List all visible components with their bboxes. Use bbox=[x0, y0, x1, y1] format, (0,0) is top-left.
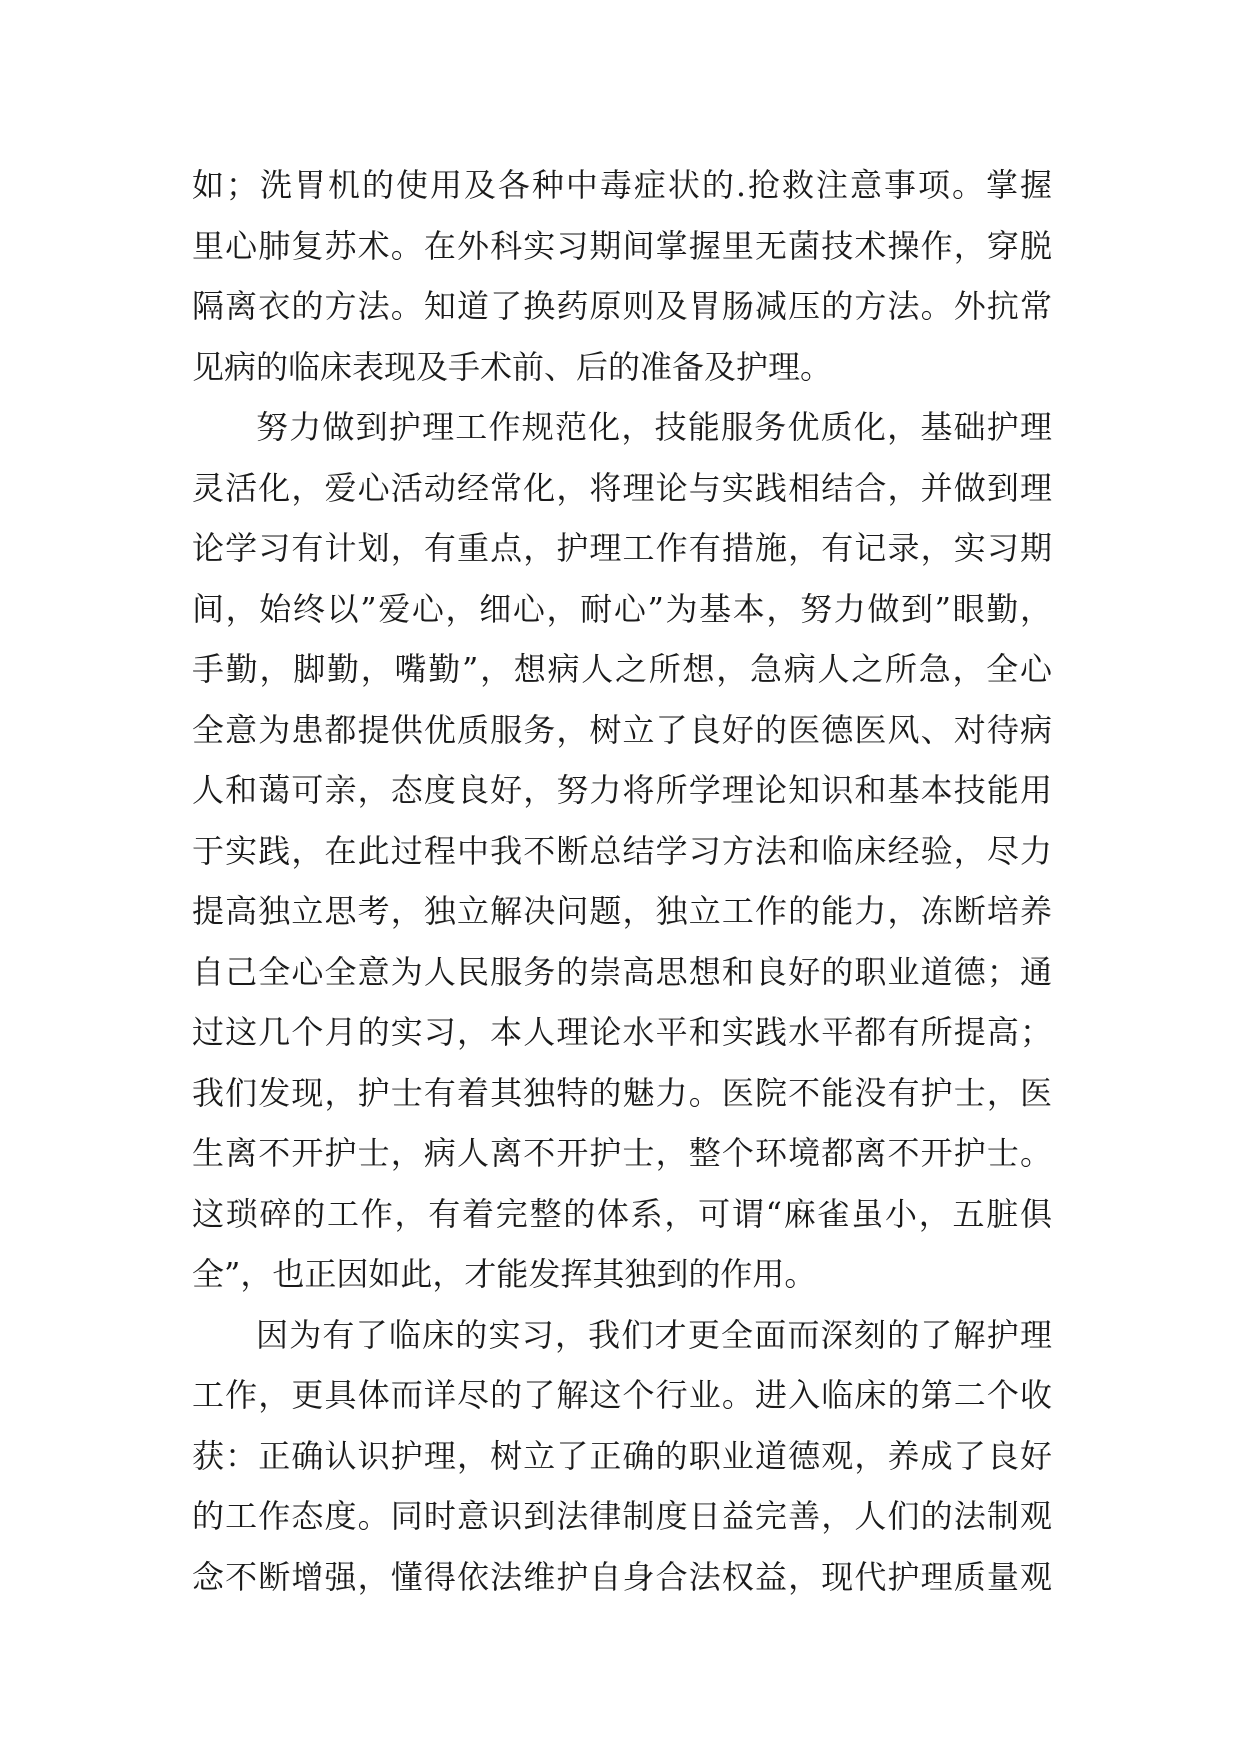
paragraph-3 bbox=[192, 1305, 1052, 1608]
body-text bbox=[192, 155, 1052, 1607]
text-line: 隔离衣的方法。知道了换药原则及胃肠减压的方法。外抗常 bbox=[192, 287, 1052, 325]
text-line: 的工作态度。同时意识到法律制度日益完善，人们的法制观 bbox=[192, 1497, 1052, 1535]
text-line: 自己全心全意为人民服务的崇高思想和良好的职业道德；通 bbox=[192, 952, 1052, 991]
text-line: 全”，也正因如此，才能发挥其独到的作用。 bbox=[192, 1255, 817, 1293]
text-line: 因为有了临床的实习，我们才更全面而深刻的了解护理 bbox=[256, 1315, 1052, 1354]
text-line: 过这几个月的实习，本人理论水平和实践水平都有所提高； bbox=[192, 1013, 1052, 1051]
text-line: 手勤，脚勤，嘴勤”，想病人之所想，急病人之所急，全心 bbox=[192, 650, 1052, 688]
text-line: 这琐碎的工作，有着完整的体系，可谓“麻雀虽小，五脏俱 bbox=[192, 1194, 1052, 1233]
text-line: 获：正确认识护理，树立了正确的职业道德观，养成了良好 bbox=[192, 1436, 1052, 1475]
text-line: 我们发现，护士有着其独特的魅力。医院不能没有护士，医 bbox=[192, 1073, 1052, 1112]
text-line: 里心肺复苏术。在外科实习期间掌握里无菌技术操作，穿脱 bbox=[192, 226, 1052, 265]
text-line: 灵活化，爱心活动经常化，将理论与实践相结合，并做到理 bbox=[192, 468, 1052, 507]
text-line: 如；洗胃机的使用及各种中毒症状的.抢救注意事项。掌握 bbox=[192, 166, 1052, 204]
text-line: 提高独立思考，独立解决问题，独立工作的能力，冻断培养 bbox=[192, 892, 1052, 930]
text-line: 工作，更具体而详尽的了解这个行业。进入临床的第二个收 bbox=[192, 1376, 1052, 1414]
text-line: 念不断增强，懂得依法维护自身合法权益，现代护理质量观 bbox=[192, 1557, 1052, 1596]
text-line: 于实践，在此过程中我不断总结学习方法和临床经验，尽力 bbox=[192, 831, 1052, 870]
text-line: 人和蔼可亲，态度良好，努力将所学理论知识和基本技能用 bbox=[192, 771, 1052, 809]
text-line: 间，始终以”爱心，细心，耐心”为基本，努力做到”眼勤， bbox=[192, 589, 1052, 628]
paragraph-1 bbox=[192, 155, 1052, 397]
text-line: 论学习有计划，有重点，护理工作有措施，有记录，实习期 bbox=[192, 529, 1052, 567]
text-line: 见病的临床表现及手术前、后的准备及护理。 bbox=[192, 347, 833, 386]
paragraph-2 bbox=[192, 397, 1052, 1305]
text-line: 全意为患都提供优质服务，树立了良好的医德医风、对待病 bbox=[192, 710, 1052, 749]
text-line: 生离不开护士，病人离不开护士，整个环境都离不开护士。 bbox=[192, 1134, 1052, 1172]
text-line: 努力做到护理工作规范化，技能服务优质化，基础护理 bbox=[256, 408, 1052, 446]
